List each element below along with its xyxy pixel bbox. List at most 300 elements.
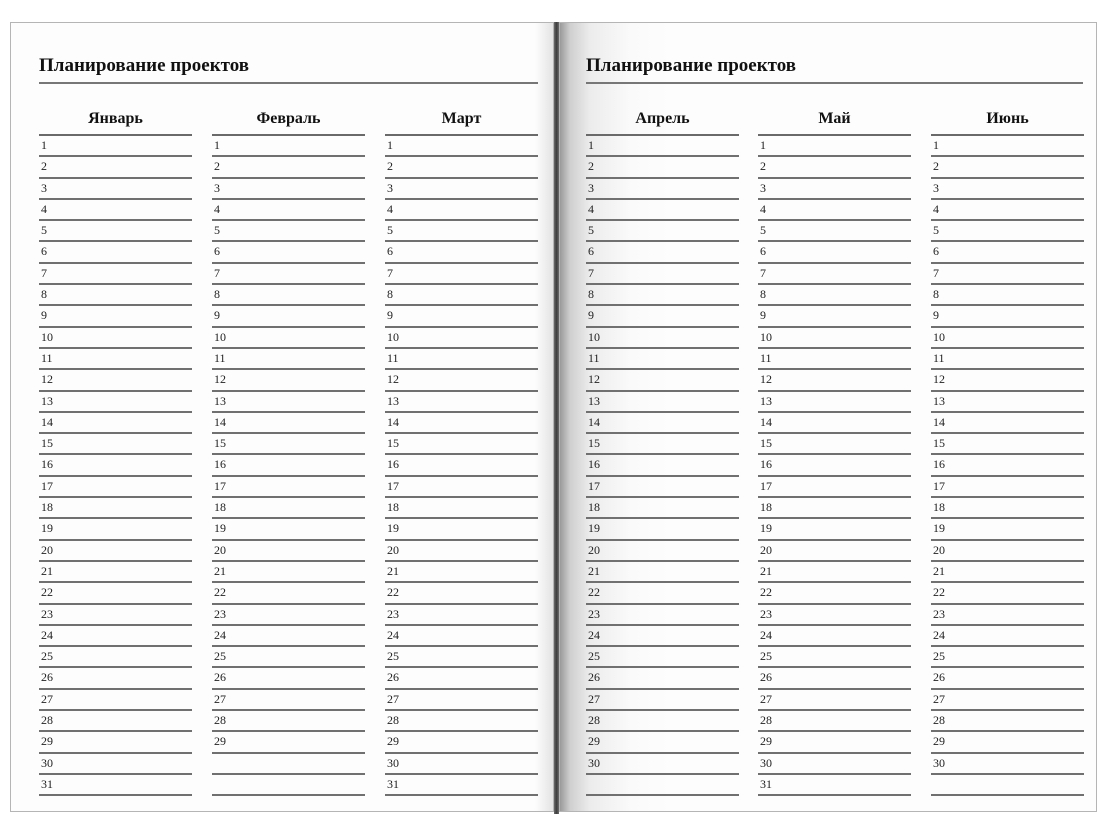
- day-number: 16: [760, 457, 772, 472]
- day-number: 7: [933, 265, 939, 280]
- day-line: [39, 477, 192, 498]
- day-number: 7: [588, 265, 594, 280]
- day-number: 28: [214, 713, 226, 728]
- day-line: [931, 306, 1084, 327]
- title-rule: [586, 82, 1083, 84]
- day-number: 3: [760, 180, 766, 195]
- day-line: [212, 647, 365, 668]
- day-line: [212, 200, 365, 221]
- day-line: [931, 221, 1084, 242]
- day-line: [212, 605, 365, 626]
- day-line: [586, 541, 739, 562]
- day-line: [212, 370, 365, 391]
- day-line: [586, 562, 739, 583]
- day-number: 20: [41, 542, 53, 557]
- day-line: [212, 455, 365, 476]
- day-line: [758, 562, 911, 583]
- day-number: 26: [214, 670, 226, 685]
- day-line: [385, 285, 538, 306]
- day-number: 18: [588, 500, 600, 515]
- day-number: 24: [387, 627, 399, 642]
- day-number: 29: [214, 734, 226, 749]
- day-line: [212, 626, 365, 647]
- day-line: [586, 605, 739, 626]
- day-number: 30: [588, 755, 600, 770]
- day-line: [586, 200, 739, 221]
- day-line: [586, 370, 739, 391]
- day-number: 19: [933, 521, 945, 536]
- day-line: [212, 754, 365, 775]
- day-number: 16: [588, 457, 600, 472]
- day-number: 15: [588, 436, 600, 451]
- day-line: [385, 605, 538, 626]
- day-number: 5: [933, 223, 939, 238]
- day-line: [39, 349, 192, 370]
- day-line: [931, 200, 1084, 221]
- day-line: [586, 775, 739, 796]
- day-line: [385, 370, 538, 391]
- month-column-may: [758, 107, 911, 796]
- day-number: 18: [387, 500, 399, 515]
- day-number: 3: [588, 180, 594, 195]
- day-line: [758, 626, 911, 647]
- day-line: [758, 455, 911, 476]
- day-number: 18: [933, 500, 945, 515]
- day-number: 24: [41, 627, 53, 642]
- day-line: [385, 221, 538, 242]
- day-number: 22: [588, 585, 600, 600]
- day-number: 28: [41, 713, 53, 728]
- day-number: 28: [387, 713, 399, 728]
- day-line: [385, 583, 538, 604]
- day-line: [931, 519, 1084, 540]
- day-number: 15: [933, 436, 945, 451]
- day-number: 26: [588, 670, 600, 685]
- day-line: [212, 179, 365, 200]
- day-line: [385, 754, 538, 775]
- day-number: 17: [933, 478, 945, 493]
- day-number: 8: [588, 287, 594, 302]
- day-number: 13: [387, 393, 399, 408]
- day-number: 5: [41, 223, 47, 238]
- day-line: [212, 221, 365, 242]
- day-number: 31: [41, 776, 53, 791]
- day-line: [385, 541, 538, 562]
- day-number: 3: [41, 180, 47, 195]
- day-number: 18: [41, 500, 53, 515]
- day-line: [931, 498, 1084, 519]
- day-number: 8: [214, 287, 220, 302]
- day-number: 23: [933, 606, 945, 621]
- day-number: 4: [760, 201, 766, 216]
- day-number: 21: [933, 563, 945, 578]
- day-number: 10: [387, 329, 399, 344]
- day-number: 29: [760, 734, 772, 749]
- day-number: 16: [933, 457, 945, 472]
- day-number: 24: [214, 627, 226, 642]
- day-number: 24: [933, 627, 945, 642]
- day-number: 25: [933, 649, 945, 664]
- day-number: 22: [760, 585, 772, 600]
- day-line: [931, 413, 1084, 434]
- day-line: [212, 477, 365, 498]
- day-number: 21: [387, 563, 399, 578]
- day-line: [586, 690, 739, 711]
- day-number: 21: [41, 563, 53, 578]
- day-list: [586, 136, 739, 796]
- day-line: [212, 541, 365, 562]
- day-line: [385, 179, 538, 200]
- month-column-february: [212, 107, 365, 796]
- day-line: [586, 157, 739, 178]
- day-line: [385, 264, 538, 285]
- day-number: 19: [760, 521, 772, 536]
- day-line: [931, 328, 1084, 349]
- day-line: [931, 455, 1084, 476]
- day-number: 2: [933, 159, 939, 174]
- day-number: 1: [588, 138, 594, 152]
- day-line: [931, 242, 1084, 263]
- page-title: Планирование проектов: [586, 55, 797, 76]
- day-number: 5: [760, 223, 766, 238]
- day-line: [931, 179, 1084, 200]
- day-line: [586, 711, 739, 732]
- day-number: 27: [933, 691, 945, 706]
- day-number: 7: [387, 265, 393, 280]
- left-page: [10, 22, 554, 812]
- day-number: 19: [588, 521, 600, 536]
- day-number: 10: [214, 329, 226, 344]
- day-line: [39, 157, 192, 178]
- day-line: [385, 136, 538, 157]
- day-line: [212, 434, 365, 455]
- day-number: 10: [760, 329, 772, 344]
- day-line: [758, 434, 911, 455]
- day-line: [931, 370, 1084, 391]
- month-name: Март: [385, 107, 538, 136]
- day-line: [931, 605, 1084, 626]
- day-number: 19: [387, 521, 399, 536]
- day-number: 29: [588, 734, 600, 749]
- day-number: 25: [387, 649, 399, 664]
- day-number: 8: [41, 287, 47, 302]
- day-line: [931, 477, 1084, 498]
- day-number: 8: [933, 287, 939, 302]
- day-line: [212, 519, 365, 540]
- day-line: [758, 370, 911, 391]
- month-name: Февраль: [212, 107, 365, 136]
- day-line: [758, 179, 911, 200]
- day-number: 2: [387, 159, 393, 174]
- day-list: [931, 136, 1084, 796]
- day-number: 21: [588, 563, 600, 578]
- day-number: 10: [933, 329, 945, 344]
- day-line: [39, 647, 192, 668]
- day-line: [758, 136, 911, 157]
- day-number: 7: [214, 265, 220, 280]
- day-line: [39, 200, 192, 221]
- day-line: [385, 306, 538, 327]
- day-number: 1: [41, 138, 47, 152]
- day-number: 13: [933, 393, 945, 408]
- day-line: [39, 285, 192, 306]
- day-line: [385, 690, 538, 711]
- day-number: 16: [214, 457, 226, 472]
- day-line: [758, 200, 911, 221]
- day-number: 22: [214, 585, 226, 600]
- day-line: [212, 349, 365, 370]
- day-number: 2: [588, 159, 594, 174]
- day-number: 12: [214, 372, 226, 387]
- day-number: 22: [41, 585, 53, 600]
- day-line: [586, 647, 739, 668]
- month-column-january: [39, 107, 192, 796]
- day-line: [39, 434, 192, 455]
- day-number: 19: [41, 521, 53, 536]
- day-line: [385, 392, 538, 413]
- day-line: [758, 711, 911, 732]
- day-line: [212, 711, 365, 732]
- day-line: [758, 647, 911, 668]
- day-line: [931, 647, 1084, 668]
- day-line: [758, 413, 911, 434]
- day-line: [385, 732, 538, 753]
- day-number: 13: [760, 393, 772, 408]
- day-line: [586, 285, 739, 306]
- day-number: 2: [760, 159, 766, 174]
- day-number: 28: [760, 713, 772, 728]
- day-line: [758, 264, 911, 285]
- day-number: 4: [41, 201, 47, 216]
- day-number: 28: [933, 713, 945, 728]
- day-line: [212, 136, 365, 157]
- day-line: [385, 242, 538, 263]
- day-line: [212, 732, 365, 753]
- day-line: [212, 285, 365, 306]
- day-number: 14: [41, 414, 53, 429]
- day-line: [758, 392, 911, 413]
- day-number: 14: [214, 414, 226, 429]
- day-number: 6: [387, 244, 393, 259]
- day-line: [586, 668, 739, 689]
- day-number: 31: [760, 776, 772, 791]
- day-number: 11: [41, 350, 53, 365]
- day-number: 9: [214, 308, 220, 323]
- day-number: 20: [214, 542, 226, 557]
- day-line: [758, 306, 911, 327]
- day-line: [385, 711, 538, 732]
- day-number: 12: [760, 372, 772, 387]
- day-number: 25: [41, 649, 53, 664]
- day-line: [385, 477, 538, 498]
- day-line: [385, 775, 538, 796]
- month-column-march: [385, 107, 538, 796]
- day-number: 15: [387, 436, 399, 451]
- day-line: [931, 392, 1084, 413]
- day-line: [39, 306, 192, 327]
- day-number: 18: [214, 500, 226, 515]
- day-line: [931, 136, 1084, 157]
- day-line: [39, 370, 192, 391]
- day-line: [931, 264, 1084, 285]
- day-line: [586, 264, 739, 285]
- day-number: 17: [214, 478, 226, 493]
- day-number: 9: [760, 308, 766, 323]
- day-number: 26: [41, 670, 53, 685]
- day-line: [212, 498, 365, 519]
- page-title: Планирование проектов: [39, 55, 250, 76]
- month-column-april: [586, 107, 739, 796]
- day-number: 12: [41, 372, 53, 387]
- day-line: [931, 285, 1084, 306]
- day-number: 23: [760, 606, 772, 621]
- day-number: 27: [214, 691, 226, 706]
- day-line: [758, 775, 911, 796]
- day-line: [758, 328, 911, 349]
- day-number: 17: [41, 478, 53, 493]
- day-number: 20: [387, 542, 399, 557]
- day-line: [212, 328, 365, 349]
- day-line: [586, 754, 739, 775]
- day-line: [758, 732, 911, 753]
- day-line: [39, 605, 192, 626]
- day-list: [385, 136, 538, 796]
- day-line: [39, 498, 192, 519]
- day-number: 23: [41, 606, 53, 621]
- day-line: [385, 498, 538, 519]
- day-number: 5: [214, 223, 220, 238]
- day-line: [758, 668, 911, 689]
- day-number: 4: [214, 201, 220, 216]
- day-number: 9: [588, 308, 594, 323]
- day-number: 1: [387, 138, 393, 152]
- day-line: [758, 242, 911, 263]
- day-number: 20: [588, 542, 600, 557]
- day-number: 17: [387, 478, 399, 493]
- day-number: 5: [387, 223, 393, 238]
- day-list: [39, 136, 192, 796]
- day-line: [39, 136, 192, 157]
- day-line: [39, 242, 192, 263]
- day-number: 22: [933, 585, 945, 600]
- day-number: 11: [933, 350, 945, 365]
- day-line: [586, 221, 739, 242]
- day-line: [385, 519, 538, 540]
- day-number: 30: [41, 755, 53, 770]
- day-number: 15: [214, 436, 226, 451]
- day-number: 31: [387, 776, 399, 791]
- day-number: 27: [41, 691, 53, 706]
- day-number: 9: [387, 308, 393, 323]
- day-number: 10: [588, 329, 600, 344]
- day-number: 26: [387, 670, 399, 685]
- day-number: 1: [760, 138, 766, 152]
- day-number: 14: [387, 414, 399, 429]
- day-line: [39, 264, 192, 285]
- day-line: [212, 690, 365, 711]
- day-line: [586, 498, 739, 519]
- day-line: [586, 477, 739, 498]
- day-number: 9: [41, 308, 47, 323]
- day-line: [385, 349, 538, 370]
- day-line: [586, 349, 739, 370]
- day-number: 20: [760, 542, 772, 557]
- day-line: [212, 306, 365, 327]
- day-number: 7: [760, 265, 766, 280]
- day-number: 17: [588, 478, 600, 493]
- day-number: 3: [214, 180, 220, 195]
- day-number: 6: [214, 244, 220, 259]
- day-line: [931, 541, 1084, 562]
- month-name: Январь: [39, 107, 192, 136]
- month-name: Апрель: [586, 107, 739, 136]
- day-number: 9: [933, 308, 939, 323]
- day-number: 20: [933, 542, 945, 557]
- day-number: 5: [588, 223, 594, 238]
- day-line: [931, 583, 1084, 604]
- day-number: 11: [588, 350, 600, 365]
- day-number: 14: [588, 414, 600, 429]
- day-number: 2: [41, 159, 47, 174]
- day-line: [39, 626, 192, 647]
- day-number: 13: [588, 393, 600, 408]
- day-number: 30: [760, 755, 772, 770]
- day-number: 13: [214, 393, 226, 408]
- day-number: 19: [214, 521, 226, 536]
- day-line: [385, 200, 538, 221]
- day-number: 26: [933, 670, 945, 685]
- day-number: 15: [41, 436, 53, 451]
- day-line: [212, 775, 365, 796]
- day-line: [39, 690, 192, 711]
- day-list: [212, 136, 365, 796]
- day-line: [758, 519, 911, 540]
- day-number: 27: [588, 691, 600, 706]
- day-line: [758, 349, 911, 370]
- day-number: 3: [387, 180, 393, 195]
- day-line: [39, 732, 192, 753]
- day-line: [931, 157, 1084, 178]
- day-line: [385, 157, 538, 178]
- day-line: [212, 392, 365, 413]
- day-number: 23: [214, 606, 226, 621]
- day-number: 4: [387, 201, 393, 216]
- day-line: [39, 392, 192, 413]
- day-number: 17: [760, 478, 772, 493]
- day-line: [758, 498, 911, 519]
- day-line: [385, 328, 538, 349]
- day-line: [39, 775, 192, 796]
- day-number: 23: [588, 606, 600, 621]
- day-number: 15: [760, 436, 772, 451]
- day-number: 25: [214, 649, 226, 664]
- day-line: [586, 242, 739, 263]
- day-line: [212, 413, 365, 434]
- day-number: 27: [387, 691, 399, 706]
- day-line: [931, 562, 1084, 583]
- day-line: [758, 477, 911, 498]
- day-line: [212, 668, 365, 689]
- day-number: 11: [760, 350, 772, 365]
- day-line: [385, 626, 538, 647]
- day-line: [212, 242, 365, 263]
- planner-spread: [10, 22, 1098, 816]
- day-number: 6: [41, 244, 47, 259]
- day-line: [39, 583, 192, 604]
- day-line: [758, 583, 911, 604]
- day-line: [39, 562, 192, 583]
- day-number: 22: [387, 585, 399, 600]
